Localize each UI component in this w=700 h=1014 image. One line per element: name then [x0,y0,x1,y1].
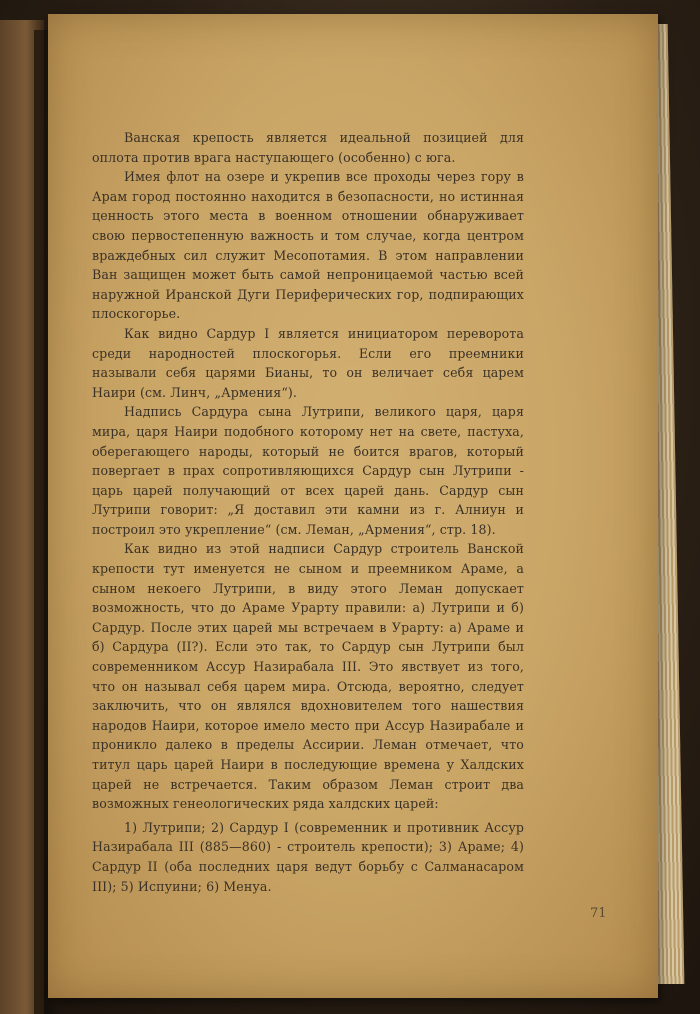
paragraph-1: Ванская крепость является идеальной позицией для оплота против врага наступающего (особенно) с юга. [92,130,524,165]
paragraph-5: Как видно из этой надписи Сардур строитель Ванской крепости тут именуется не сыном и преемником Араме, а сыном некоего Лутрипи, в виду этого Леман допускает возможность, что до Араме Урарту правили: а) Лутрипи и б) Сардур. После этих царей мы встречаем в Урарту: а) Араме и б) Сардура (II?). Если это так, то Сардур сын Лутрипи был современником Ассур Назирабала III. Это явствует из того, что он называл себя царем мира. Отсюда, вероятно, следует заключить, что он являлся вдохновителем того нашествия народов Наири, которое имело место при Ассур Назирабале и проникло далеко в пределы Ассирии. Леман отмечает, что титул царь царей Наири в последующие времена у Халдских царей не встречается. Таким образом Леман строит два возможных генеологических ряда халдских царей: [92,541,524,812]
page-number: 71 [590,906,607,921]
paragraph-6-kings-list: 1) Лутрипи; 2) Сардур I (современник и противник Ассур Назирабала III (885—860) - строитель крепости); 3) Араме; 4) Сардур II (оба последних царя ведут борьбу с Салманасаром III); 5) Испуини; 6) Менуа. [92,819,524,894]
paragraph-4: Надпись Сардура сына Лутрипи, великого царя, царя мира, царя Наири подобного которому нет на свете, пастуха, оберегающего народы, который не боится врагов, который повергает в прах сопротивляющихся Сардур сын Лутрипи - царь царей получающий от всех царей дань. Сардур сын Лутрипи говорит: „Я доставил эти камни из г. Алниун и построил это укрепление“ (см. Леман, „Армения“, стр. 18). [92,404,524,537]
paragraph-2: Имея флот на озере и укрепив все проходы через гору в Арам город постоянно находится в безопасности, но истинная ценность этого места в военном отношении обнаруживает свою первостепенную важность и том случае, когда центром враждебных сил служит Месопотамия. В этом направлении Ван защищен может быть самой непроницаемой частью всей наружной Иранской Дуги Периферических гор, подпирающих плоскогорье. [92,169,524,322]
page-text [92,128,524,896]
paragraph-3: Как видно Сардур I является инициатором переворота среди народностей плоскогорья. Если его преемники называли себя царями Бианы, то он величает себя царем Наири (см. Линч, „Армения“). [92,325,524,400]
